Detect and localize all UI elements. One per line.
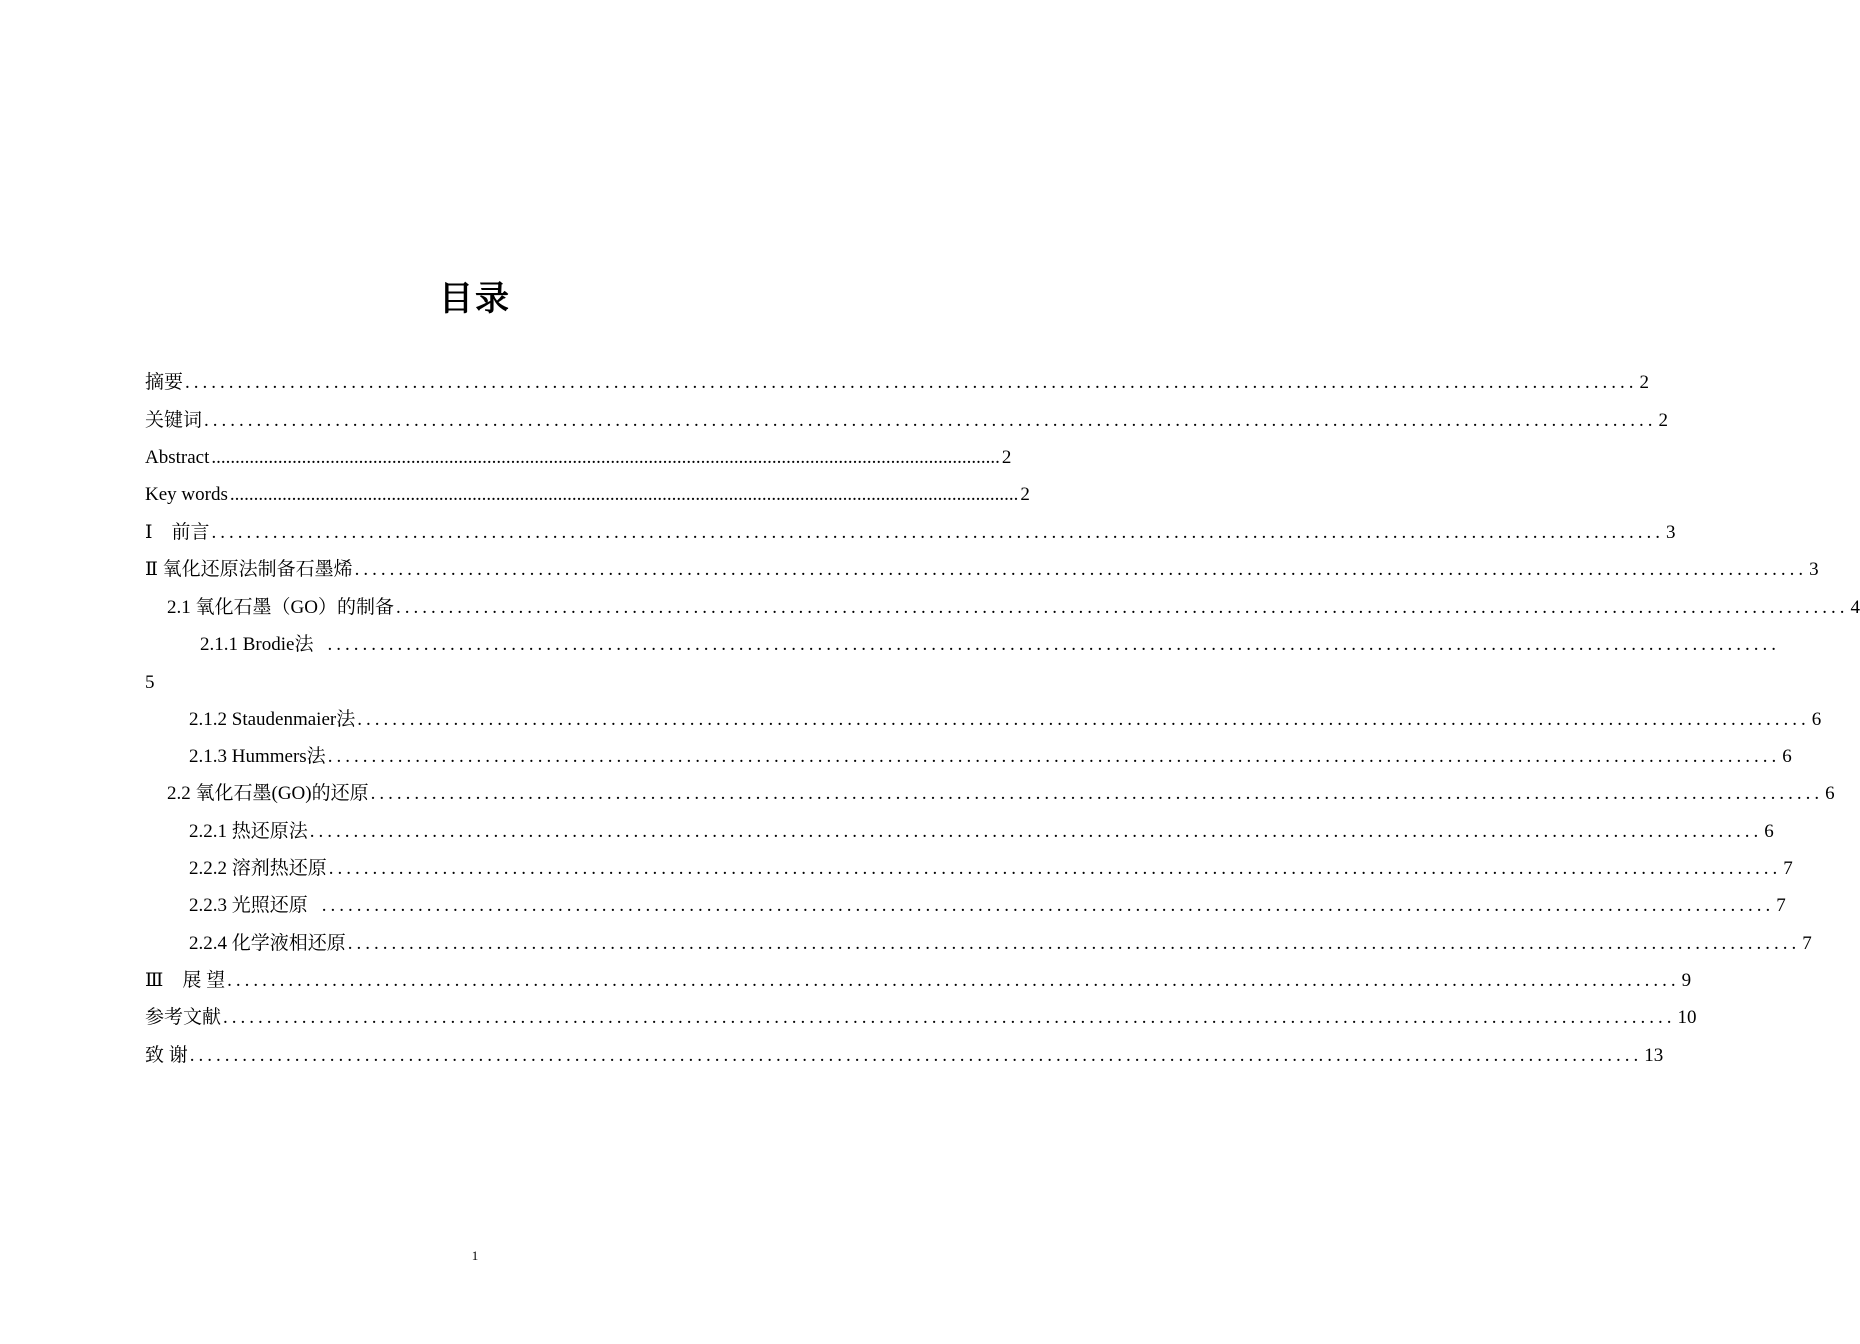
- toc-page-number: 13: [1644, 1045, 1664, 1066]
- toc-page-number: 2: [1020, 484, 1030, 505]
- toc-entry-abstract-en[interactable]: [145, 445, 1012, 471]
- toc-page-number: 2: [1639, 372, 1650, 393]
- toc-entry-acknowledgements[interactable]: [145, 1043, 1664, 1069]
- toc-entry-text: Abstract: [145, 447, 210, 468]
- toc-page-number: 3: [1809, 559, 1819, 580]
- toc-page-number: 7: [1776, 895, 1786, 916]
- toc-leader: ......................................................................................................................................................................: [395, 597, 1849, 618]
- toc-leader: ......................................................................................................................................................................: [354, 559, 1808, 580]
- toc-entry-text: Ⅱ 氧化还原法制备石墨烯: [145, 559, 353, 580]
- toc-entry-outlook[interactable]: [145, 968, 1692, 994]
- toc-leader: ......................................................................................................................................................................: [204, 410, 1657, 431]
- toc-page-number: 6: [1764, 821, 1774, 842]
- toc-entry-text: 2.1 氧化石墨（GO）的制备: [167, 597, 394, 618]
- toc-entry-text: 2.1.2 Staudenmaier法: [189, 709, 356, 730]
- toc-page-number: 9: [1681, 970, 1692, 991]
- toc-entry-redox-method[interactable]: [145, 557, 1819, 583]
- toc-page-number: 6: [1825, 783, 1835, 804]
- toc-page-number: 6: [1811, 709, 1822, 730]
- toc-entry-keywords-cn[interactable]: [145, 408, 1669, 434]
- toc-entry-text: Key words: [145, 484, 228, 505]
- toc-leader: ......................................................................................................................................................................: [211, 522, 1665, 543]
- toc-leader: ......................................................................................................................................................................: [211, 447, 1000, 468]
- toc-entry-go-preparation[interactable]: [145, 595, 1860, 621]
- toc-entry-text: 参考文献: [145, 1007, 222, 1028]
- toc-entry-preface[interactable]: [145, 520, 1676, 546]
- toc-entry-thermal-reduction[interactable]: [145, 819, 1774, 845]
- toc-page-number: 2: [1001, 447, 1012, 468]
- toc-leader: ......................................................................................................................................................................: [328, 858, 1782, 879]
- toc-entry-photo-reduction[interactable]: [145, 893, 1786, 919]
- toc-leader: ......................................................................................................................................................................: [185, 372, 1638, 393]
- toc-page-number: 4: [1850, 597, 1860, 618]
- toc-leader: ......................................................................................................................................................................: [347, 933, 1801, 954]
- toc-entry-text: 2.1.1 Brodie法: [200, 634, 314, 655]
- toc-leader: ......................................................................................................................................................................: [327, 746, 1781, 767]
- toc-entry-abstract-cn[interactable]: [145, 370, 1650, 396]
- toc-page-number: 6: [1782, 746, 1792, 767]
- toc-entry-text: 2.2.3 光照还原: [189, 895, 308, 916]
- toc-title: 目录: [439, 281, 511, 318]
- toc-page-number: 3: [1666, 522, 1676, 543]
- toc-leader: ......................................................................................................................................................................: [309, 821, 1763, 842]
- toc-page-number-wrapped: 5: [145, 672, 155, 693]
- toc-leader: ......................................................................................................................................................................: [321, 895, 1775, 916]
- toc-entry-keywords-en[interactable]: [145, 482, 1030, 508]
- toc-entry-hummers[interactable]: [145, 744, 1792, 770]
- toc-entry-text: 2.1.3 Hummers法: [189, 746, 326, 767]
- toc-leader: ......................................................................................................................................................................: [229, 484, 1019, 505]
- toc-entry-chemical-liquid-reduction[interactable]: [145, 931, 1812, 957]
- toc-leader: ......................................................................................................................................................................: [327, 634, 1780, 655]
- toc-page-number: 7: [1783, 858, 1793, 879]
- toc-entry-text: 2.2 氧化石墨(GO)的还原: [167, 783, 369, 804]
- toc-page-number: 10: [1677, 1007, 1697, 1028]
- toc-entry-text: Ⅰ 前言: [145, 522, 210, 543]
- toc-entry-solvothermal-reduction[interactable]: [145, 856, 1793, 882]
- toc-entry-text: 关键词: [145, 410, 203, 431]
- toc-page-number: 2: [1658, 410, 1669, 431]
- toc-entry-text: 摘要: [145, 372, 184, 393]
- toc-leader: ......................................................................................................................................................................: [370, 783, 1824, 804]
- toc-page-number: 7: [1802, 933, 1812, 954]
- toc-entry-go-reduction[interactable]: [145, 781, 1835, 807]
- toc-leader: ......................................................................................................................................................................: [357, 709, 1810, 730]
- toc-entry-text: 2.2.2 溶剂热还原: [189, 858, 327, 879]
- toc-entry-staudenmaier[interactable]: [145, 707, 1822, 733]
- toc-leader: ......................................................................................................................................................................: [189, 1045, 1643, 1066]
- toc-leader: ......................................................................................................................................................................: [223, 1007, 1676, 1028]
- toc-entry-text: 2.2.1 热还原法: [189, 821, 308, 842]
- toc-entry-brodie[interactable]: [200, 632, 1780, 658]
- toc-entry-text: 致 谢: [145, 1045, 188, 1066]
- page-footer-number: 1: [471, 1248, 479, 1263]
- toc-entry-references[interactable]: [145, 1005, 1697, 1031]
- toc-entry-text: Ⅲ 展 望: [145, 970, 226, 991]
- toc-leader: ......................................................................................................................................................................: [227, 970, 1680, 991]
- toc-entry-text: 2.2.4 化学液相还原: [189, 933, 346, 954]
